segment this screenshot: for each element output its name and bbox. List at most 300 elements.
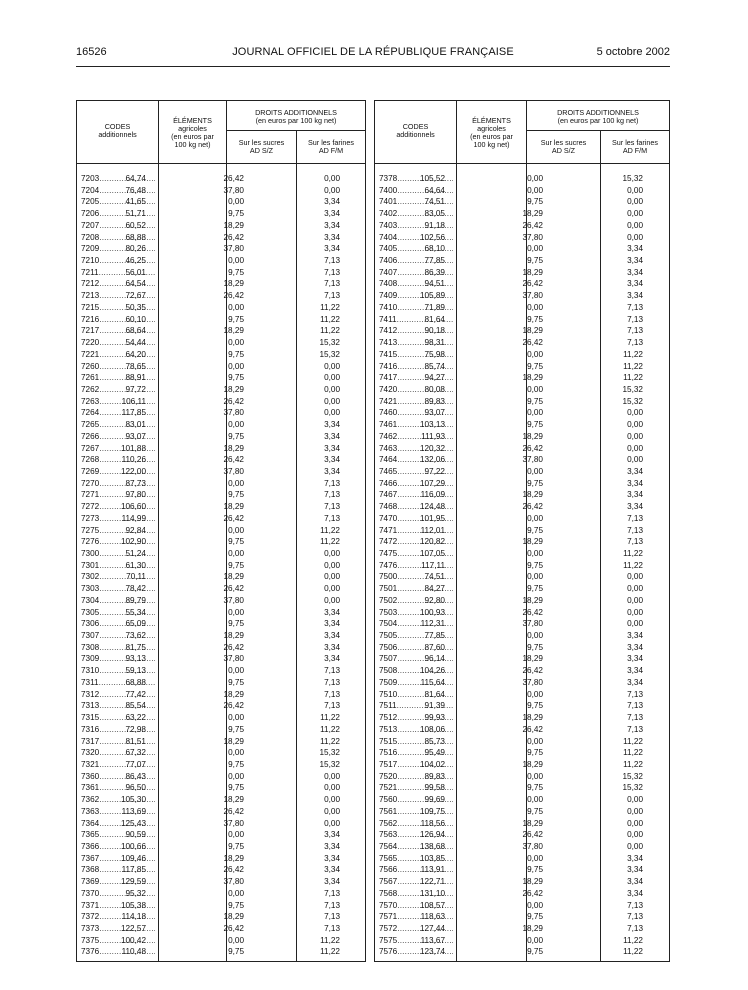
sucres-cell: 26,42: [223, 455, 244, 465]
element-cell: 85,74: [424, 361, 445, 371]
element-cell: 60,52: [125, 220, 146, 230]
farines-cell: 7,13: [627, 513, 643, 523]
sucres-cell: 18,29: [522, 431, 543, 441]
table-row: [375, 841, 669, 853]
farines-cell: 3,34: [627, 853, 643, 863]
element-cell: 80,26: [125, 244, 146, 254]
sucres-cell: 18,29: [522, 877, 543, 887]
table-row: [375, 946, 669, 958]
table-row: [77, 302, 365, 314]
element-cell: 68,88: [125, 232, 146, 242]
farines-cell: 11,22: [320, 947, 340, 957]
element-cell: 113,67: [420, 935, 445, 945]
sucres-cell: 9,75: [527, 642, 543, 652]
table-row: [77, 642, 365, 654]
farines-cell: 0,00: [627, 806, 643, 816]
code-cell: 7400 .....: [379, 185, 453, 197]
farines-cell: 0,00: [627, 818, 643, 828]
element-cell: 112,31: [420, 619, 445, 629]
table-row: [375, 372, 669, 384]
code-cell: 7260 .....: [81, 361, 155, 373]
farines-cell: 0,00: [324, 560, 340, 570]
code-cell: 7307 .....: [81, 630, 155, 642]
sucres-cell: 0,00: [527, 384, 543, 394]
code-cell: 7564 .....: [379, 841, 453, 853]
table-row: [375, 384, 669, 396]
code-cell: 7417 .....: [379, 372, 453, 384]
element-cell: 101,95: [419, 513, 445, 523]
element-cell: 108,06: [419, 724, 445, 734]
sucres-cell: 0,00: [527, 900, 543, 910]
sucres-cell: 18,29: [522, 713, 543, 723]
table-header: [77, 101, 365, 164]
farines-cell: 11,22: [320, 525, 340, 535]
table-row: [375, 829, 669, 841]
element-cell: 56,01: [125, 267, 146, 277]
code-cell: 7306 .....: [81, 618, 155, 630]
sucres-cell: 0,00: [527, 572, 543, 582]
header-elements: ÉLÉMENTS agricoles (en euros par 100 kg net): [159, 101, 227, 163]
table-row: [375, 653, 669, 665]
table-row: [77, 595, 365, 607]
farines-cell: 3,34: [324, 631, 340, 641]
farines-cell: 7,13: [324, 924, 340, 933]
code-cell: 7211 .....: [81, 267, 155, 279]
element-cell: 64,64: [424, 185, 445, 195]
table-row: [375, 278, 669, 290]
table-row: [375, 853, 669, 865]
element-cell: 86,39: [424, 267, 445, 277]
farines-cell: 11,22: [623, 560, 643, 570]
element-cell: 120,82: [419, 537, 445, 547]
table-row: [77, 583, 365, 595]
code-cell: 7470 .....: [379, 513, 453, 525]
element-cell: 110,26: [121, 455, 146, 465]
page-number: 16526: [76, 46, 107, 58]
table-row: [77, 818, 365, 830]
table-row: [375, 818, 669, 830]
farines-cell: 3,34: [627, 256, 643, 266]
sucres-cell: 0,00: [228, 420, 244, 430]
farines-cell: 15,32: [622, 783, 643, 793]
farines-cell: 0,00: [324, 595, 340, 605]
sucres-cell: 9,75: [527, 560, 543, 570]
table-row: [375, 431, 669, 443]
element-cell: 108,57: [419, 900, 445, 910]
code-cell: 7468 .....: [379, 501, 453, 513]
element-cell: 91,39: [424, 701, 445, 711]
element-cell: 114,99: [121, 513, 146, 523]
table-row: [77, 607, 365, 619]
element-cell: 97,80: [125, 490, 146, 500]
code-cell: 7401 .....: [379, 196, 453, 208]
sucres-cell: 0,00: [527, 935, 543, 945]
element-cell: 55,34: [125, 607, 146, 617]
element-cell: 93,07: [424, 408, 445, 418]
element-cell: 112,01: [420, 525, 445, 535]
table-row: [375, 173, 669, 185]
element-cell: 132,06: [419, 455, 445, 465]
sucres-cell: 9,75: [527, 256, 543, 266]
element-cell: 54,44: [125, 338, 146, 348]
element-cell: 77,85: [424, 631, 445, 641]
code-cell: 7371 .....: [81, 900, 155, 912]
farines-cell: 3,34: [627, 865, 643, 875]
table-row: [77, 935, 365, 947]
element-cell: 95,49: [424, 748, 445, 758]
sucres-cell: 0,00: [228, 713, 244, 723]
element-cell: 123,74: [419, 947, 445, 957]
element-cell: 99,69: [424, 795, 445, 805]
element-cell: 129,59: [120, 877, 146, 887]
farines-cell: 3,34: [627, 279, 643, 289]
table-row: [77, 876, 365, 888]
table-row: [77, 466, 365, 478]
element-cell: 94,51: [424, 279, 445, 289]
element-cell: 117,85: [121, 865, 146, 875]
sucres-cell: 9,75: [228, 783, 244, 793]
code-cell: 7263 .....: [81, 396, 155, 408]
table-row: [77, 337, 365, 349]
element-cell: 105,30: [120, 795, 146, 805]
code-cell: 7510 .....: [379, 689, 453, 701]
table-row: [77, 196, 365, 208]
farines-cell: 0,00: [627, 455, 643, 465]
table-row: [77, 290, 365, 302]
table-row: [77, 431, 365, 443]
table-row: [77, 361, 365, 373]
sucres-cell: 18,29: [223, 736, 244, 746]
farines-cell: 15,32: [319, 349, 340, 359]
code-cell: 7271 .....: [81, 489, 155, 501]
farines-cell: 15,32: [319, 338, 340, 348]
farines-cell: 7,13: [627, 912, 643, 922]
element-cell: 96,14: [424, 654, 445, 664]
element-cell: 100,66: [120, 841, 146, 851]
sucres-cell: 9,75: [228, 349, 244, 359]
element-cell: 51,71: [125, 209, 146, 219]
header-farines: Sur les farines AD F/M: [612, 138, 658, 155]
code-cell: 7204 .....: [81, 185, 155, 197]
farines-cell: 3,34: [324, 220, 340, 230]
farines-cell: 7,13: [627, 302, 643, 312]
farines-cell: 15,32: [622, 174, 643, 183]
table-row: [77, 407, 365, 419]
code-cell: 7513 .....: [379, 724, 453, 736]
farines-cell: 3,34: [627, 466, 643, 476]
table-row: [77, 220, 365, 232]
table-row: [375, 267, 669, 279]
table-row: [77, 771, 365, 783]
table-row: [77, 806, 365, 818]
element-cell: 80,08: [424, 384, 445, 394]
code-cell: 7467 .....: [379, 489, 453, 501]
table-row: [77, 794, 365, 806]
code-cell: 7272 .....: [81, 501, 155, 513]
sucres-cell: 0,00: [228, 748, 244, 758]
element-cell: 117,85: [121, 408, 146, 418]
table-row: [77, 501, 365, 513]
table-row: [77, 677, 365, 689]
sucres-cell: 9,75: [527, 701, 543, 711]
code-cell: 7403 .....: [379, 220, 453, 232]
table-row: [77, 571, 365, 583]
sucres-cell: 18,29: [223, 502, 244, 512]
code-cell: 7320 .....: [81, 747, 155, 759]
farines-cell: 7,13: [324, 666, 340, 676]
sucres-cell: 37,80: [522, 232, 543, 242]
sucres-cell: 9,75: [228, 537, 244, 547]
header-codes: CODES additionnels: [375, 101, 457, 163]
code-cell: 7270 .....: [81, 478, 155, 490]
code-cell: 7378 .....: [379, 173, 453, 185]
table-row: [375, 771, 669, 783]
element-cell: 68,10: [424, 244, 445, 254]
code-cell: 7516 .....: [379, 747, 453, 759]
code-cell: 7376 .....: [81, 946, 155, 958]
sucres-cell: 9,75: [527, 478, 543, 488]
farines-cell: 3,34: [324, 420, 340, 430]
element-cell: 115,64: [420, 677, 445, 687]
farines-cell: 0,00: [627, 185, 643, 195]
element-cell: 117,11: [421, 560, 445, 570]
code-cell: 7366 .....: [81, 841, 155, 853]
table-row: [77, 712, 365, 724]
sucres-cell: 26,42: [522, 502, 543, 512]
farines-cell: 15,32: [622, 384, 643, 394]
sucres-cell: 26,42: [223, 232, 244, 242]
element-cell: 98,31: [424, 338, 445, 348]
sucres-cell: 9,75: [527, 947, 543, 957]
sucres-cell: 9,75: [527, 806, 543, 816]
farines-cell: 0,00: [627, 795, 643, 805]
table-row: [77, 525, 365, 537]
element-cell: 109,75: [419, 806, 445, 816]
element-cell: 138,68: [419, 841, 445, 851]
sucres-cell: 26,42: [223, 174, 244, 183]
sucres-cell: 26,42: [522, 724, 543, 734]
code-cell: 7273 .....: [81, 513, 155, 525]
table-row: [375, 782, 669, 794]
code-cell: 7311 .....: [81, 677, 155, 689]
element-cell: 113,69: [121, 806, 146, 816]
element-cell: 97,72: [125, 384, 146, 394]
table-row: [77, 513, 365, 525]
code-cell: 7561 .....: [379, 806, 453, 818]
table-row: [77, 618, 365, 630]
element-cell: 59,13: [125, 666, 146, 676]
element-cell: 102,56: [419, 232, 445, 242]
farines-cell: 0,00: [324, 783, 340, 793]
code-cell: 7216 .....: [81, 314, 155, 326]
farines-cell: 11,22: [320, 724, 340, 734]
element-cell: 131,10: [419, 888, 445, 898]
farines-cell: 11,22: [623, 947, 643, 957]
code-cell: 7267 .....: [81, 443, 155, 455]
sucres-cell: 18,29: [223, 443, 244, 453]
sucres-cell: 18,29: [522, 654, 543, 664]
code-cell: 7404 .....: [379, 232, 453, 244]
farines-cell: 11,22: [623, 748, 643, 758]
sucres-cell: 26,42: [522, 220, 543, 230]
farines-cell: 11,22: [320, 302, 340, 312]
sucres-cell: 0,00: [228, 830, 244, 840]
sucres-cell: 0,00: [527, 771, 543, 781]
sucres-cell: 9,75: [527, 525, 543, 535]
code-cell: 7576 .....: [379, 946, 453, 958]
table-row: [77, 325, 365, 337]
code-cell: 7412 .....: [379, 325, 453, 337]
farines-cell: 3,34: [627, 502, 643, 512]
farines-cell: 3,34: [627, 490, 643, 500]
sucres-cell: 26,42: [223, 806, 244, 816]
table-row: [77, 829, 365, 841]
element-cell: 89,83: [424, 396, 445, 406]
code-cell: 7409 .....: [379, 290, 453, 302]
farines-cell: 11,22: [623, 373, 643, 383]
table-row: [375, 185, 669, 197]
farines-cell: 7,13: [627, 924, 643, 933]
table-row: [375, 911, 669, 923]
farines-cell: 3,34: [324, 865, 340, 875]
sucres-cell: 26,42: [223, 701, 244, 711]
element-cell: 122,57: [120, 924, 146, 933]
element-cell: 86,43: [125, 771, 146, 781]
element-cell: 72,67: [125, 291, 146, 301]
code-cell: 7268 .....: [81, 454, 155, 466]
element-cell: 76,48: [125, 185, 146, 195]
element-cell: 100,93: [419, 607, 445, 617]
element-cell: 81,64: [424, 689, 445, 699]
table-row: [375, 337, 669, 349]
farines-cell: 0,00: [627, 420, 643, 430]
farines-cell: 15,32: [319, 748, 340, 758]
sucres-cell: 18,29: [522, 326, 543, 336]
code-cell: 7421 .....: [379, 396, 453, 408]
code-cell: 7505 .....: [379, 630, 453, 642]
farines-cell: 7,13: [324, 490, 340, 500]
code-cell: 7303 .....: [81, 583, 155, 595]
farines-cell: 3,34: [627, 642, 643, 652]
farines-cell: 3,34: [324, 619, 340, 629]
code-cell: 7207 .....: [81, 220, 155, 232]
code-cell: 7210 .....: [81, 255, 155, 267]
element-cell: 89,79: [125, 595, 146, 605]
table-row: [375, 900, 669, 912]
code-cell: 7575 .....: [379, 935, 453, 947]
element-cell: 118,63: [420, 912, 445, 922]
table-row: [375, 407, 669, 419]
code-cell: 7261 .....: [81, 372, 155, 384]
table-row: [77, 888, 365, 900]
farines-cell: 7,13: [627, 900, 643, 910]
sucres-cell: 26,42: [522, 607, 543, 617]
code-cell: 7563 .....: [379, 829, 453, 841]
table-body: [375, 173, 669, 958]
table-row: [77, 946, 365, 958]
sucres-cell: 0,00: [228, 771, 244, 781]
element-cell: 107,05: [419, 549, 445, 558]
element-cell: 107,29: [419, 478, 445, 488]
header-sucres: Sur les sucres AD S/Z: [527, 131, 601, 163]
farines-cell: 7,13: [627, 701, 643, 711]
journal-title: JOURNAL OFFICIEL DE LA RÉPUBLIQUE FRANÇAISE: [232, 46, 514, 58]
sucres-cell: 0,00: [527, 349, 543, 359]
element-cell: 120,32: [419, 443, 445, 453]
sucres-cell: 26,42: [223, 396, 244, 406]
sucres-cell: 9,75: [228, 490, 244, 500]
code-cell: 7265 .....: [81, 419, 155, 431]
element-cell: 65,09: [125, 619, 146, 629]
header-droits: DROITS ADDITIONNELS (en euros par 100 kg net): [227, 101, 365, 131]
table-row: [375, 243, 669, 255]
element-cell: 101,88: [120, 443, 146, 453]
element-cell: 106,11: [121, 396, 146, 406]
code-cell: 7203 .....: [81, 173, 155, 185]
farines-cell: 3,34: [627, 291, 643, 301]
sucres-cell: 18,29: [223, 853, 244, 863]
sucres-cell: 26,42: [223, 865, 244, 875]
table-row: [375, 501, 669, 513]
sucres-cell: 26,42: [223, 291, 244, 301]
farines-cell: 3,34: [324, 209, 340, 219]
element-cell: 78,65: [125, 361, 146, 371]
code-cell: 7565 .....: [379, 853, 453, 865]
element-cell: 77,42: [125, 689, 146, 699]
code-cell: 7509 .....: [379, 677, 453, 689]
sucres-cell: 0,00: [228, 478, 244, 488]
code-cell: 7512 .....: [379, 712, 453, 724]
farines-cell: 7,13: [627, 326, 643, 336]
table-row: [77, 478, 365, 490]
sucres-cell: 9,75: [527, 361, 543, 371]
code-cell: 7361 .....: [81, 782, 155, 794]
code-cell: 7367 .....: [81, 853, 155, 865]
table-header: [375, 101, 669, 164]
farines-cell: 7,13: [324, 478, 340, 488]
table-row: [77, 560, 365, 572]
table-row: [375, 232, 669, 244]
sucres-cell: 18,29: [223, 384, 244, 394]
table-row: [375, 513, 669, 525]
table-row: [77, 419, 365, 431]
sucres-cell: 37,80: [223, 408, 244, 418]
farines-cell: 0,00: [324, 572, 340, 582]
element-cell: 105,38: [120, 900, 146, 910]
code-cell: 7415 .....: [379, 349, 453, 361]
sucres-cell: 37,80: [522, 841, 543, 851]
table-row: [77, 454, 365, 466]
code-cell: 7208 .....: [81, 232, 155, 244]
table-row: [77, 736, 365, 748]
table-row: [77, 267, 365, 279]
code-cell: 7517 .....: [379, 759, 453, 771]
farines-cell: 7,13: [324, 267, 340, 277]
code-cell: 7476 .....: [379, 560, 453, 572]
farines-cell: 3,34: [627, 877, 643, 887]
sucres-cell: 37,80: [223, 818, 244, 828]
farines-cell: 0,00: [324, 361, 340, 371]
farines-cell: 7,13: [324, 291, 340, 301]
element-cell: 92,84: [125, 525, 146, 535]
sucres-cell: 0,00: [527, 853, 543, 863]
code-cell: 7301 .....: [81, 560, 155, 572]
farines-cell: 7,13: [627, 724, 643, 734]
table-row: [375, 525, 669, 537]
farines-cell: 3,34: [324, 431, 340, 441]
header-rule: [76, 66, 670, 67]
table-row: [77, 278, 365, 290]
